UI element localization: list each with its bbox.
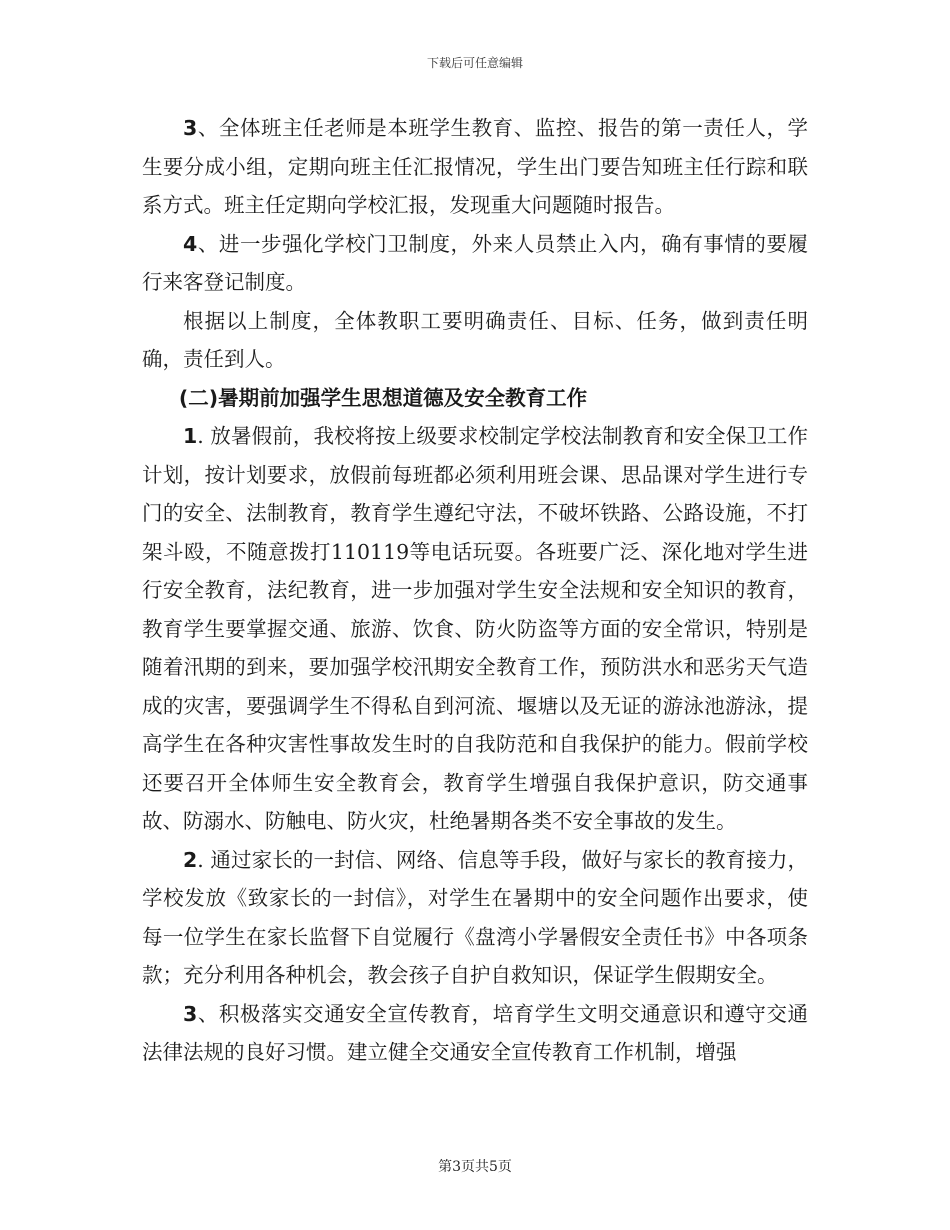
page-footer: 第3页共5页 (438, 1159, 512, 1175)
item-number: 3 (183, 116, 198, 140)
paragraph-4 (142, 225, 808, 302)
paragraph-text: 、进一步强化学校门卫制度，外来人员禁止入内，确有事情的要履行来客登记制度。 (142, 231, 808, 294)
paragraph-3b (142, 995, 808, 1072)
paragraph-text: 、积极落实交通安全宣传教育，培育学生文明交通意识和遵守交通法律法规的良好习惯。建立健全交通安全宣传教育工作机制，增强 (142, 1001, 808, 1064)
paragraph-text: . 通过家长的一封信、网络、信息等手段，做好与家长的教育接力，学校发放《致家长的一封信》，对学生在暑期中的安全问题作出要求，使每一位学生在家长监督下自觉履行《盘湾小学暑假安全责任书》中各项条款；充分利用各种机会，教会孩子自护自救知识，保证学生假期安全。 (142, 847, 808, 987)
paragraph-text: 根据以上制度，全体教职工要明确责任、目标、任务，做到责任明确，责任到人。 (142, 308, 808, 371)
item-number: 4 (183, 231, 198, 256)
paragraph-2 (142, 841, 808, 995)
paragraph-3 (142, 109, 808, 225)
paragraph-1 (142, 417, 808, 841)
document-body (142, 109, 808, 1072)
paragraph-text: . 放暑假前，我校将按上级要求校制定学校法制教育和安全保卫工作计划，按计划要求，放假前每班都必须利用班会课、思品课对学生进行专门的安全、法制教育，教育学生遵纪守法，不破坏铁路、公路设施，不打架斗殴，不随意拨打110119等电话玩耍。各班要广泛、深化地对学生进行安全教育，法纪教育，进一步加强对学生安全法规和安全知识的教育，教育学生要掌握交通、旅游、饮食、防火防盗等方面的安全常识，特别是随着汛期的到来，要加强学校汛期安全教育工作，预防洪水和恶劣天气造成的灾害，要强调学生不得私自到河流、堰塘以及无证的游泳池游泳，提高学生在各种灾害性事故发生时的自我防范和自我保护的能力。假前学校还要召开全体师生安全教育会，教育学生增强自我保护意识，防交通事故、防溺水、防触电、防火灾，杜绝暑期各类不安全事故的发生。 (142, 424, 808, 833)
paragraph-summary (142, 302, 808, 379)
page-header: 下载后可任意编辑 (426, 56, 523, 70)
section-heading: (二)暑期前加强学生思想道德及安全教育工作 (178, 385, 588, 410)
item-number: 2 (183, 847, 198, 872)
item-number: 1 (183, 424, 198, 448)
item-number: 3 (183, 1001, 198, 1026)
paragraph-text: 、全体班主任老师是本班学生教育、监控、报告的第一责任人，学生要分成小组，定期向班主任汇报情况，学生出门要告知班主任行踪和联系方式。班主任定期向学校汇报，发现重大问题随时报告。 (142, 116, 808, 217)
